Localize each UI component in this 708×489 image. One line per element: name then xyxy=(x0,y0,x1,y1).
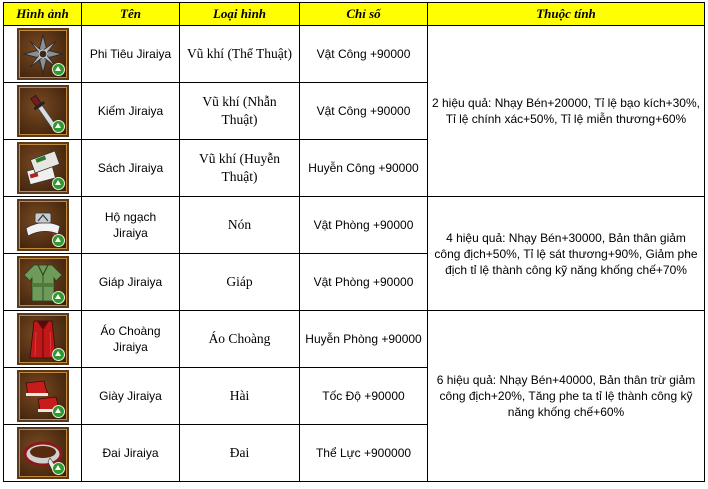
item-stat: Vật Phòng +90000 xyxy=(300,197,428,254)
upgrade-arrow-icon xyxy=(52,120,65,133)
jiraiya-equipment-table xyxy=(3,2,705,482)
item-name: Sách Jiraiya xyxy=(82,140,180,197)
item-type: Đai xyxy=(180,425,300,482)
item-type: Vũ khí (Thể Thuật) xyxy=(180,26,300,83)
set-bonus-2: 2 hiệu quả: Nhạy Bén+20000, Tỉ lệ bạo kích+30%, Tỉ lệ chính xác+50%, Tỉ lệ miễn thương+60% xyxy=(428,26,705,197)
item-name: Kiếm Jiraiya xyxy=(82,83,180,140)
upgrade-arrow-icon xyxy=(52,234,65,247)
forehead-protector-icon xyxy=(17,199,69,251)
upgrade-arrow-icon xyxy=(52,63,65,76)
red-shoes-icon xyxy=(17,370,69,422)
item-type: Nón xyxy=(180,197,300,254)
sword-icon xyxy=(17,85,69,137)
red-cloak-icon xyxy=(17,313,69,365)
item-name: Giáp Jiraiya xyxy=(82,254,180,311)
shuriken-icon xyxy=(17,28,69,80)
header-image: Hình ảnh xyxy=(4,3,82,26)
table-row xyxy=(4,26,705,83)
header-stat: Chỉ số xyxy=(300,3,428,26)
upgrade-arrow-icon xyxy=(52,405,65,418)
item-type: Giáp xyxy=(180,254,300,311)
item-stat: Vật Công +90000 xyxy=(300,83,428,140)
set-bonus-6: 6 hiệu quả: Nhạy Bén+40000, Bản thân trừ giảm công địch+20%, Tăng phe ta tỉ lệ thành công kỹ năng khống chế+60% xyxy=(428,311,705,482)
item-stat: Tốc Độ +90000 xyxy=(300,368,428,425)
item-type: Vũ khí (Nhẫn Thuật) xyxy=(180,83,300,140)
item-name: Phi Tiêu Jiraiya xyxy=(82,26,180,83)
table-row xyxy=(4,197,705,254)
upgrade-arrow-icon xyxy=(52,348,65,361)
upgrade-arrow-icon xyxy=(52,177,65,190)
upgrade-arrow-icon xyxy=(52,462,65,475)
belt-icon xyxy=(17,427,69,479)
item-name: Áo Choàng Jiraiya xyxy=(82,311,180,368)
item-name: Đai Jiraiya xyxy=(82,425,180,482)
item-stat: Thể Lực +900000 xyxy=(300,425,428,482)
item-name: Hộ ngạch Jiraiya xyxy=(82,197,180,254)
item-type: Hài xyxy=(180,368,300,425)
item-stat: Huyễn Công +90000 xyxy=(300,140,428,197)
header-type: Loại hình xyxy=(180,3,300,26)
upgrade-arrow-icon xyxy=(52,291,65,304)
item-name: Giày Jiraiya xyxy=(82,368,180,425)
armor-robe-icon xyxy=(17,256,69,308)
header-row xyxy=(4,3,705,26)
item-type: Vũ khí (Huyễn Thuật) xyxy=(180,140,300,197)
set-bonus-4: 4 hiệu quả: Nhạy Bén+30000, Bản thân giảm công địch+50%, Tỉ lệ sát thương+90%, Giảm phe địch tỉ lệ thành công kỹ năng khống chế+70% xyxy=(428,197,705,311)
item-stat: Vật Công +90000 xyxy=(300,26,428,83)
item-type: Áo Choàng xyxy=(180,311,300,368)
scroll-book-icon xyxy=(17,142,69,194)
table-row xyxy=(4,311,705,368)
header-name: Tên xyxy=(82,3,180,26)
header-attribute: Thuộc tính xyxy=(428,3,705,26)
item-stat: Vật Phòng +90000 xyxy=(300,254,428,311)
item-stat: Huyễn Phòng +90000 xyxy=(300,311,428,368)
